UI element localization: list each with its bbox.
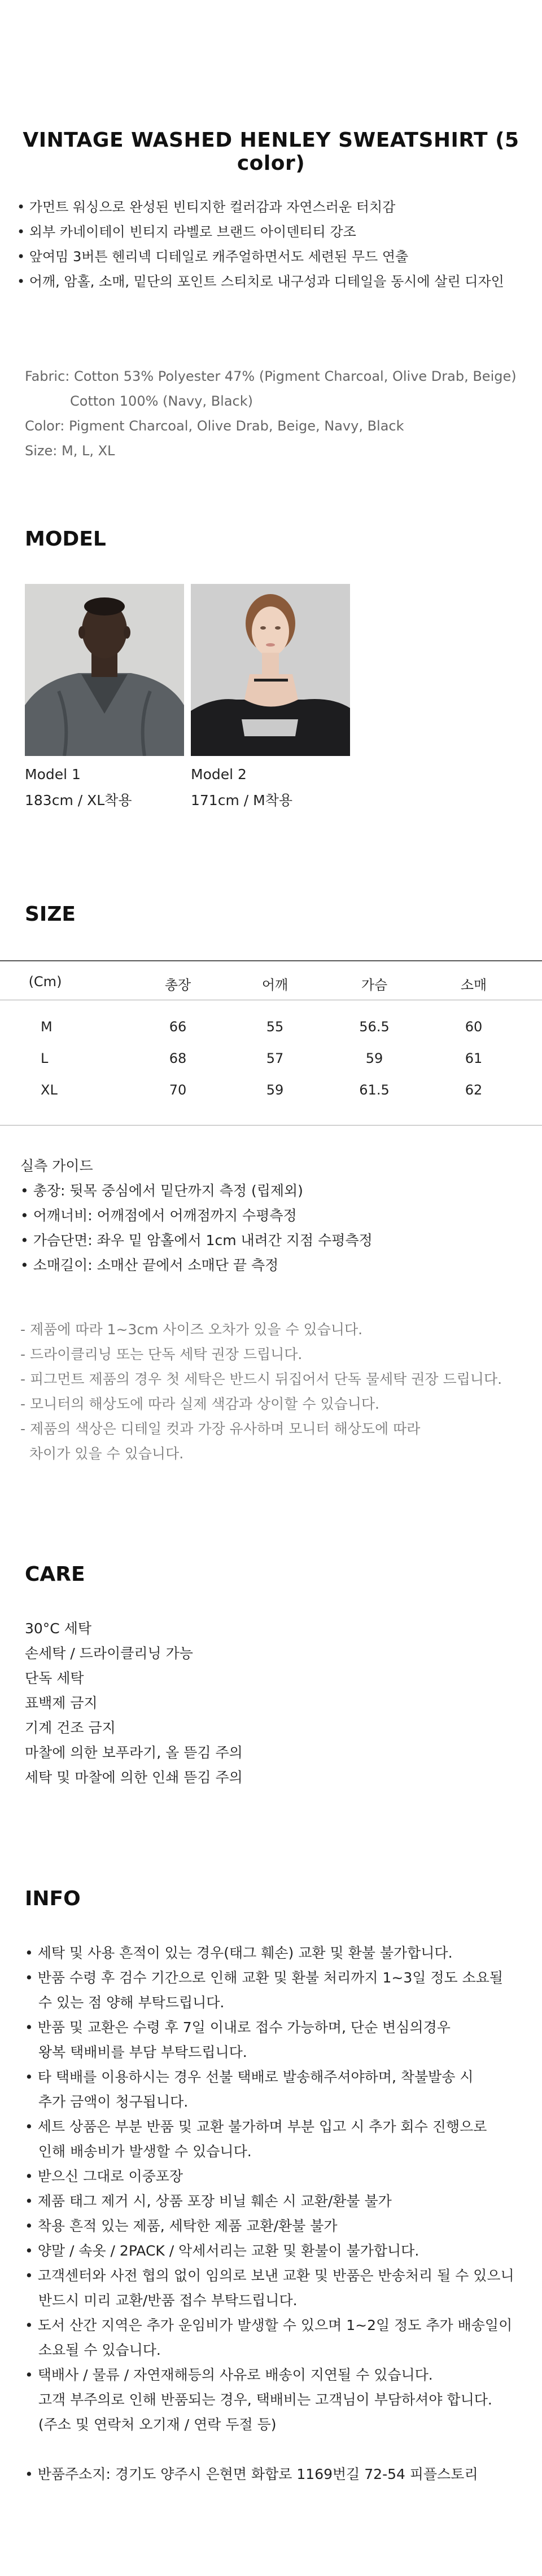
info-item: 고객 부주의로 인해 반품되는 경우, 택배비는 고객님이 부담하셔야 합니다.	[25, 2392, 492, 2408]
model-1-info: 183cm / XL착용	[25, 792, 132, 808]
measure-guide	[20, 1154, 534, 1278]
product-title: VINTAGE WASHED HENLEY SWEATSHIRT (5 color)	[23, 129, 519, 175]
info-item: 소요될 수 있습니다.	[25, 2342, 161, 2358]
table-cell: M	[41, 1019, 53, 1035]
care-item: 기계 건조 금지	[25, 1720, 116, 1736]
spec-block	[25, 364, 533, 463]
table-cell: 57	[266, 1050, 284, 1066]
info-item: • 세트 상품은 부분 반품 및 교환 불가하며 부분 입고 시 추가 회수 진행으로	[25, 2118, 487, 2135]
feature-list	[17, 195, 536, 294]
info-item: • 타 택배를 이용하시는 경우 선불 택배로 발송해주셔야하며, 착불발송 시	[25, 2069, 474, 2085]
guide-item: • 총장: 뒷목 중심에서 밑단까지 측정 (립제외)	[20, 1183, 303, 1199]
info-item: • 세탁 및 사용 흔적이 있는 경우(태그 훼손) 교환 및 환불 불가합니다.	[25, 1945, 453, 1961]
care-heading: CARE	[25, 1563, 85, 1586]
guide-item: • 어깨너비: 어깨점에서 어깨점까지 수평측정	[20, 1207, 297, 1224]
table-top-rule	[0, 960, 542, 961]
table-cell: 68	[169, 1050, 187, 1066]
model-2-caption	[191, 762, 292, 814]
table-cell: 59	[365, 1050, 383, 1066]
size-heading: SIZE	[25, 903, 76, 926]
table-cell: L	[41, 1050, 49, 1066]
guide-item: • 가슴단면: 좌우 밑 암홀에서 1cm 내려간 지점 수평측정	[20, 1232, 373, 1249]
feature-item: • 외부 카네이테이 빈티지 라벨로 브랜드 아이덴티티 강조	[17, 224, 356, 240]
info-heading: INFO	[25, 1887, 81, 1910]
table-row	[0, 1019, 542, 1041]
note-item: - 드라이클리닝 또는 단독 세탁 권장 드립니다.	[20, 1346, 303, 1362]
feature-item: • 앞여밈 3버튼 헨리넥 디테일로 캐주얼하면서도 세련된 무드 연출	[17, 249, 409, 265]
table-cell: XL	[41, 1082, 58, 1098]
table-cell: 61	[465, 1050, 483, 1066]
table-header-cell: 소매	[460, 977, 487, 993]
info-item: • 반품 및 교환은 수령 후 7일 이내로 접수 가능하며, 단순 변심의경우	[25, 2019, 451, 2036]
return-address: • 반품주소지: 경기도 양주시 은현면 화합로 1169번길 72-54 피플스토리	[25, 2466, 478, 2482]
model-1-photo	[25, 584, 184, 756]
table-cell: 55	[266, 1019, 284, 1035]
info-item: 추가 금액이 청구됩니다.	[25, 2094, 189, 2110]
feature-item: • 어깨, 암홀, 소매, 밑단의 포인트 스티치로 내구성과 디테일을 동시에 살린 디자인	[17, 274, 504, 289]
guide-title: 실측 가이드	[20, 1158, 93, 1174]
info-item: • 양말 / 속옷 / 2PACK / 악세서리는 교환 및 환불이 불가합니다.	[25, 2243, 419, 2259]
feature-item: • 가먼트 워싱으로 완성된 빈티지한 컬러감과 자연스러운 터치감	[17, 199, 396, 215]
info-item: 인해 배송비가 발생할 수 있습니다.	[25, 2143, 252, 2160]
info-item: • 반품 수령 후 검수 기간으로 인해 교환 및 환불 처리까지 1~3일 정도 소요될	[25, 1970, 504, 1986]
size-line: Size: M, L, XL	[25, 443, 115, 459]
model-2-info: 171cm / M착용	[191, 792, 293, 808]
info-item: • 제품 태그 제거 시, 상품 포장 비닐 훼손 시 교환/환불 불가	[25, 2193, 392, 2209]
care-item: 표백제 금지	[25, 1695, 98, 1711]
note-item: 차이가 있을 수 있습니다.	[20, 1445, 184, 1462]
care-item: 마찰에 의한 보푸라기, 올 뜯김 주의	[25, 1744, 243, 1761]
model-2-name: Model 2	[191, 766, 247, 783]
info-spacer	[25, 2437, 533, 2462]
table-header-cell: 가슴	[361, 977, 388, 993]
info-item: • 고객센터와 사전 협의 없이 임의로 보낸 교환 및 반품은 반송처리 될 수 있으니	[25, 2267, 514, 2284]
color-line: Color: Pigment Charcoal, Olive Drab, Beige, Navy, Black	[25, 418, 404, 434]
model-1-caption	[25, 762, 132, 814]
table-cell: 62	[465, 1082, 483, 1098]
table-bottom-rule	[0, 1125, 542, 1126]
table-cell: 60	[465, 1019, 483, 1035]
care-item: 세탁 및 마찰에 의한 인쇄 뜯김 주의	[25, 1769, 243, 1786]
table-header-cell: 어깨	[261, 977, 289, 993]
info-item: • 도서 산간 지역은 추가 운임비가 발생할 수 있으며 1~2일 정도 추가 배송일이	[25, 2317, 513, 2333]
guide-item: • 소매길이: 소매산 끝에서 소매단 끝 측정	[20, 1257, 279, 1273]
table-row	[0, 1082, 542, 1105]
table-cell: 70	[169, 1082, 187, 1098]
table-header-cell: 총장	[164, 977, 191, 993]
table-cell: 66	[169, 1019, 187, 1035]
table-header-row	[0, 974, 542, 996]
info-item: • 택배사 / 물류 / 자연재해등의 사유로 배송이 지연될 수 있습니다.	[25, 2367, 433, 2383]
notes-list	[20, 1317, 534, 1466]
care-item: 손세탁 / 드라이클리닝 가능	[25, 1645, 193, 1661]
info-item: 반드시 미리 교환/반품 접수 부탁드립니다.	[25, 2292, 298, 2309]
care-list	[25, 1616, 533, 1790]
info-item: 왕복 택배비를 부담 부탁드립니다.	[25, 2044, 247, 2060]
info-list	[25, 1941, 533, 2487]
model-2-photo	[191, 584, 350, 756]
note-item: - 제품의 색상은 디테일 컷과 가장 유사하며 모니터 해상도에 따라	[20, 1421, 421, 1437]
info-item: • 받으신 그대로 이중포장	[25, 2168, 183, 2184]
care-item: 단독 세탁	[25, 1670, 84, 1686]
table-row	[0, 1050, 542, 1073]
info-item: 수 있는 점 양해 부탁드립니다.	[25, 1994, 225, 2011]
table-cell: 56.5	[359, 1019, 390, 1035]
info-item: • 착용 흔적 있는 제품, 세탁한 제품 교환/환불 불가	[25, 2218, 338, 2234]
note-item: - 피그먼트 제품의 경우 첫 세탁은 반드시 뒤집어서 단독 물세탁 권장 드립니다.	[20, 1371, 502, 1387]
note-item: - 모니터의 해상도에 따라 실제 색감과 상이할 수 있습니다.	[20, 1396, 379, 1412]
table-header-cell: (Cm)	[28, 974, 62, 990]
table-cell: 61.5	[359, 1082, 390, 1098]
table-cell: 59	[266, 1082, 284, 1098]
info-item: (주소 및 연락처 오기재 / 연락 두절 등)	[25, 2416, 277, 2433]
fabric-line-2: Cotton 100% (Navy, Black)	[70, 393, 253, 409]
fabric-line: Fabric: Cotton 53% Polyester 47% (Pigment Charcoal, Olive Drab, Beige)	[25, 368, 517, 384]
model-1-name: Model 1	[25, 766, 81, 783]
note-item: - 제품에 따라 1~3cm 사이즈 오차가 있을 수 있습니다.	[20, 1321, 363, 1338]
model-heading: MODEL	[25, 527, 106, 551]
care-item: 30°C 세탁	[25, 1620, 92, 1637]
